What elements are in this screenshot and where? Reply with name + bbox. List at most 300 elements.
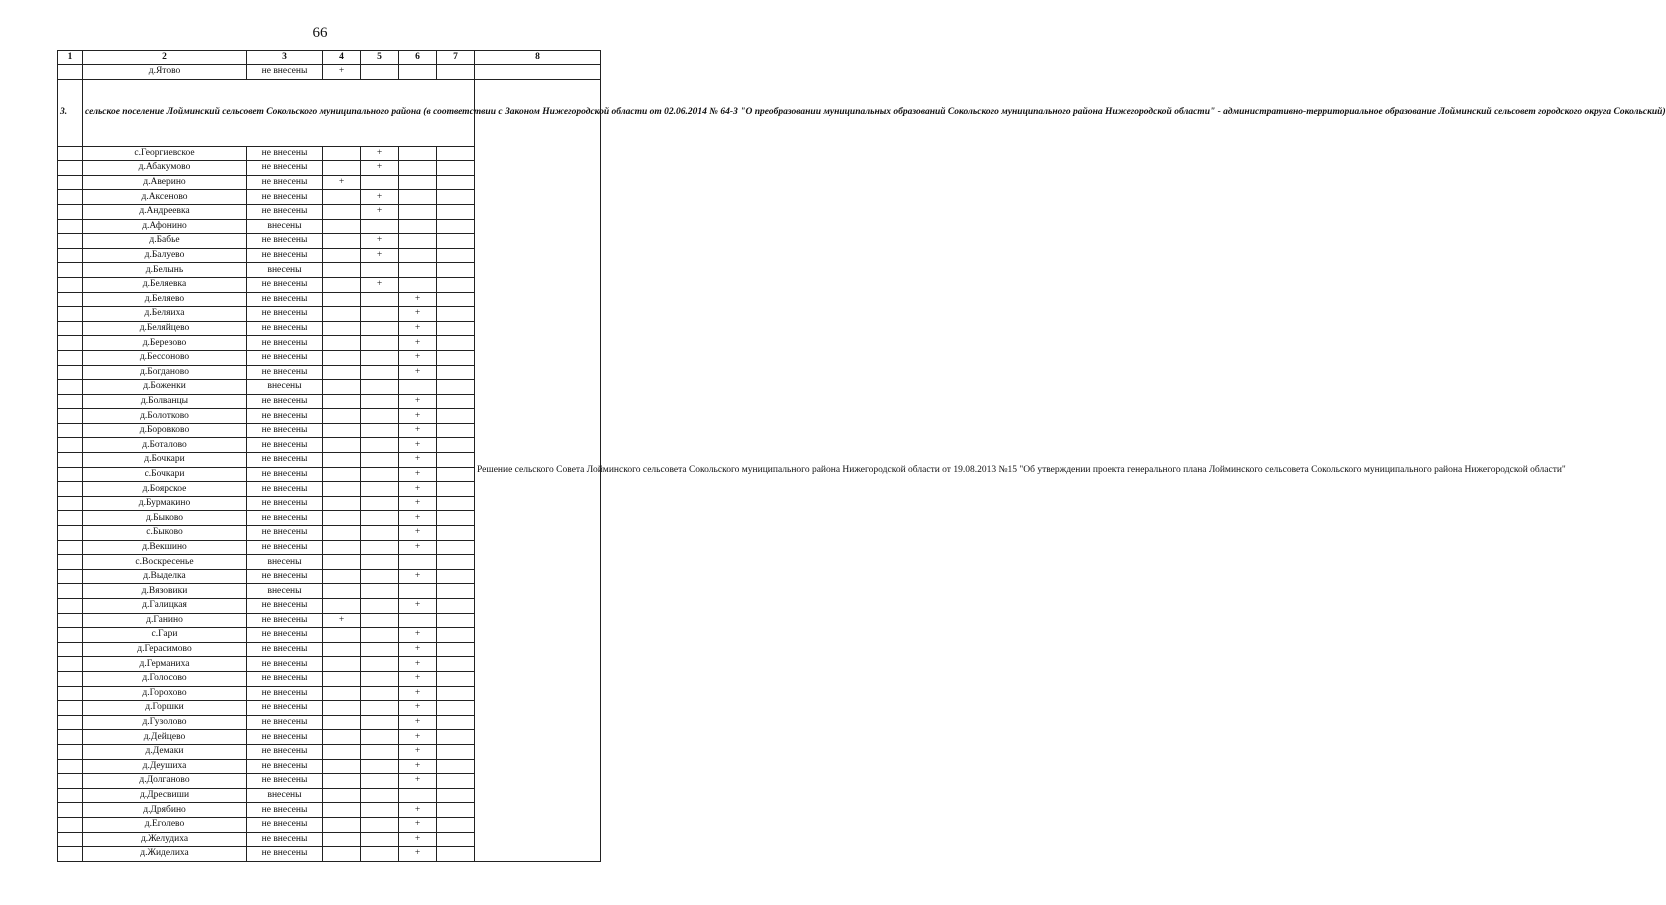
mark-col-7 <box>437 190 475 205</box>
mark-col-7 <box>437 365 475 380</box>
mark-col-5 <box>361 336 399 351</box>
settlement-status: не внесены <box>247 438 323 453</box>
settlement-status: внесены <box>247 584 323 599</box>
row-number-cell <box>58 555 83 570</box>
settlement-name: д.Ятово <box>83 65 247 80</box>
mark-col-7 <box>437 321 475 336</box>
settlement-status: не внесены <box>247 803 323 818</box>
mark-col-4 <box>323 642 361 657</box>
mark-col-7 <box>437 613 475 628</box>
mark-col-7 <box>437 759 475 774</box>
row-number-cell <box>58 423 83 438</box>
row-number-cell <box>58 438 83 453</box>
mark-col-5: + <box>361 146 399 161</box>
mark-col-6: + <box>399 817 437 832</box>
settlement-status: не внесены <box>247 394 323 409</box>
row-number-cell <box>58 540 83 555</box>
settlement-status: не внесены <box>247 657 323 672</box>
mark-col-7 <box>437 307 475 322</box>
mark-col-5 <box>361 482 399 497</box>
mark-col-5: + <box>361 190 399 205</box>
settlement-name: с.Воскресенье <box>83 555 247 570</box>
settlement-name: д.Дейцево <box>83 730 247 745</box>
settlement-status: не внесены <box>247 204 323 219</box>
mark-col-7 <box>437 730 475 745</box>
mark-col-6: + <box>399 715 437 730</box>
mark-col-4 <box>323 292 361 307</box>
mark-col-7 <box>437 161 475 176</box>
mark-col-5 <box>361 686 399 701</box>
settlement-status: не внесены <box>247 540 323 555</box>
mark-col-6: + <box>399 394 437 409</box>
settlement-status: не внесены <box>247 613 323 628</box>
mark-col-7 <box>437 453 475 468</box>
settlement-name: д.Быково <box>83 511 247 526</box>
mark-col-4 <box>323 161 361 176</box>
row-number-cell <box>58 263 83 278</box>
mark-col-6: + <box>399 511 437 526</box>
mark-col-6: + <box>399 774 437 789</box>
settlement-name: д.Выделка <box>83 569 247 584</box>
settlement-status: не внесены <box>247 715 323 730</box>
settlement-name: д.Богданово <box>83 365 247 380</box>
mark-col-6 <box>399 175 437 190</box>
row-number-cell <box>58 701 83 716</box>
settlement-name: д.Германиха <box>83 657 247 672</box>
mark-col-6: + <box>399 686 437 701</box>
settlement-name: д.Афонино <box>83 219 247 234</box>
settlement-name: д.Бессоново <box>83 350 247 365</box>
note-cell <box>475 65 601 80</box>
settlement-name: д.Еголево <box>83 817 247 832</box>
mark-col-7 <box>437 496 475 511</box>
mark-col-6: + <box>399 526 437 541</box>
mark-col-7 <box>437 292 475 307</box>
mark-col-4 <box>323 832 361 847</box>
mark-col-5 <box>361 307 399 322</box>
row-number-cell <box>58 190 83 205</box>
mark-col-4 <box>323 774 361 789</box>
mark-col-4 <box>323 380 361 395</box>
mark-col-6 <box>399 788 437 803</box>
page-number: 66 <box>312 25 328 41</box>
settlement-status: не внесены <box>247 175 323 190</box>
mark-col-7 <box>437 628 475 643</box>
mark-col-7 <box>437 350 475 365</box>
mark-col-5 <box>361 409 399 424</box>
mark-col-4 <box>323 234 361 249</box>
settlement-status: не внесены <box>247 701 323 716</box>
settlement-name: д.Абакумово <box>83 161 247 176</box>
settlement-status: не внесены <box>247 409 323 424</box>
mark-col-4 <box>323 526 361 541</box>
row-number-cell <box>58 65 83 80</box>
mark-col-6: + <box>399 482 437 497</box>
row-number-cell <box>58 467 83 482</box>
settlement-name: с.Бочкари <box>83 467 247 482</box>
settlement-status: не внесены <box>247 686 323 701</box>
settlement-status: не внесены <box>247 569 323 584</box>
settlement-status: внесены <box>247 380 323 395</box>
settlement-status: не внесены <box>247 628 323 643</box>
mark-col-6: + <box>399 730 437 745</box>
mark-col-7 <box>437 175 475 190</box>
mark-col-5 <box>361 774 399 789</box>
mark-col-6: + <box>399 657 437 672</box>
mark-col-6 <box>399 555 437 570</box>
mark-col-4 <box>323 715 361 730</box>
mark-col-6: + <box>399 350 437 365</box>
settlements-table <box>57 50 1666 862</box>
mark-col-4 <box>323 759 361 774</box>
mark-col-7 <box>437 701 475 716</box>
mark-col-5 <box>361 540 399 555</box>
settlement-name: д.Горшки <box>83 701 247 716</box>
mark-col-5 <box>361 555 399 570</box>
column-header: 3 <box>247 51 323 65</box>
settlement-name: д.Гузолово <box>83 715 247 730</box>
row-number-cell <box>58 642 83 657</box>
mark-col-5 <box>361 759 399 774</box>
mark-col-4: + <box>323 613 361 628</box>
settlement-status: не внесены <box>247 190 323 205</box>
mark-col-6: + <box>399 467 437 482</box>
column-header: 1 <box>58 51 83 65</box>
mark-col-6: + <box>399 744 437 759</box>
mark-col-7 <box>437 540 475 555</box>
row-number-cell <box>58 671 83 686</box>
mark-col-6: + <box>399 365 437 380</box>
mark-col-4 <box>323 788 361 803</box>
mark-col-6: + <box>399 409 437 424</box>
row-number-cell <box>58 482 83 497</box>
mark-col-4 <box>323 671 361 686</box>
mark-col-4 <box>323 847 361 862</box>
row-number-cell <box>58 511 83 526</box>
settlement-name: д.Долганово <box>83 774 247 789</box>
mark-col-7 <box>437 380 475 395</box>
mark-col-6: + <box>399 803 437 818</box>
settlement-status: не внесены <box>247 161 323 176</box>
settlement-status: не внесены <box>247 730 323 745</box>
settlement-name: д.Герасимово <box>83 642 247 657</box>
mark-col-6: + <box>399 701 437 716</box>
settlement-name: д.Березово <box>83 336 247 351</box>
mark-col-7 <box>437 817 475 832</box>
mark-col-4 <box>323 190 361 205</box>
settlement-status: не внесены <box>247 146 323 161</box>
section-description: сельское поселение Лойминский сельсовет Сокольского муниципального района (в соответствии с Законом Нижегородской области от 02.06.2014 № 64-З "О преобразовании муниципальных образований Сокольского муниципального района Нижегородской области" - административно-территориальное образование Лойминский сельсовет городского округа Сокольский) <box>83 79 475 146</box>
mark-col-4 <box>323 657 361 672</box>
mark-col-4 <box>323 336 361 351</box>
row-number-cell <box>58 569 83 584</box>
mark-col-7 <box>437 526 475 541</box>
settlement-status: не внесены <box>247 336 323 351</box>
mark-col-6: + <box>399 453 437 468</box>
mark-col-4 <box>323 803 361 818</box>
settlement-name: д.Желудиха <box>83 832 247 847</box>
mark-col-6: + <box>399 307 437 322</box>
row-number-cell <box>58 686 83 701</box>
settlement-status: не внесены <box>247 817 323 832</box>
mark-col-4 <box>323 394 361 409</box>
settlement-name: д.Дрябино <box>83 803 247 818</box>
settlement-name: д.Аверино <box>83 175 247 190</box>
settlement-status: не внесены <box>247 65 323 80</box>
settlement-status: не внесены <box>247 847 323 862</box>
mark-col-7 <box>437 599 475 614</box>
table-row <box>58 65 601 80</box>
settlement-name: с.Быково <box>83 526 247 541</box>
settlement-name: д.Аксеново <box>83 190 247 205</box>
mark-col-6 <box>399 161 437 176</box>
mark-col-5 <box>361 350 399 365</box>
mark-col-6 <box>399 190 437 205</box>
settlement-name: д.Бочкари <box>83 453 247 468</box>
settlement-status: не внесены <box>247 321 323 336</box>
mark-col-6 <box>399 248 437 263</box>
mark-col-7 <box>437 219 475 234</box>
settlement-name: д.Беляево <box>83 292 247 307</box>
row-number-cell <box>58 380 83 395</box>
settlement-name: д.Боженки <box>83 380 247 395</box>
mark-col-4 <box>323 555 361 570</box>
mark-col-6: + <box>399 832 437 847</box>
mark-col-5 <box>361 730 399 745</box>
column-header: 5 <box>361 51 399 65</box>
settlement-status: не внесены <box>247 496 323 511</box>
mark-col-4 <box>323 540 361 555</box>
mark-col-6: + <box>399 321 437 336</box>
mark-col-4 <box>323 409 361 424</box>
settlement-name: д.Боровково <box>83 423 247 438</box>
mark-col-7 <box>437 832 475 847</box>
row-number-cell <box>58 817 83 832</box>
settlement-status: не внесены <box>247 350 323 365</box>
settlement-status: не внесены <box>247 423 323 438</box>
row-number-cell <box>58 453 83 468</box>
mark-col-6: + <box>399 642 437 657</box>
mark-col-7 <box>437 642 475 657</box>
mark-col-7 <box>437 467 475 482</box>
settlement-name: д.Горохово <box>83 686 247 701</box>
mark-col-6: + <box>399 628 437 643</box>
column-header: 2 <box>83 51 247 65</box>
mark-col-7 <box>437 336 475 351</box>
settlement-status: не внесены <box>247 467 323 482</box>
row-number-cell <box>58 365 83 380</box>
row-number-cell <box>58 628 83 643</box>
mark-col-4 <box>323 569 361 584</box>
mark-col-5 <box>361 219 399 234</box>
row-number-cell <box>58 219 83 234</box>
settlement-status: внесены <box>247 788 323 803</box>
mark-col-4: + <box>323 65 361 80</box>
settlement-name: д.Боярское <box>83 482 247 497</box>
mark-col-5 <box>361 803 399 818</box>
settlement-name: д.Беляевка <box>83 277 247 292</box>
settlement-status: внесены <box>247 263 323 278</box>
mark-col-5: + <box>361 277 399 292</box>
mark-col-7 <box>437 409 475 424</box>
mark-col-5 <box>361 511 399 526</box>
settlement-status: не внесены <box>247 526 323 541</box>
mark-col-7 <box>437 657 475 672</box>
row-number-cell <box>58 146 83 161</box>
row-number-cell <box>58 321 83 336</box>
mark-col-6: + <box>399 540 437 555</box>
mark-col-7 <box>437 234 475 249</box>
mark-col-6 <box>399 584 437 599</box>
mark-col-6 <box>399 263 437 278</box>
settlement-status: не внесены <box>247 759 323 774</box>
row-number-cell <box>58 292 83 307</box>
mark-col-6: + <box>399 671 437 686</box>
mark-col-4 <box>323 350 361 365</box>
mark-col-5 <box>361 744 399 759</box>
mark-col-5 <box>361 715 399 730</box>
settlement-status: не внесены <box>247 307 323 322</box>
mark-col-6: + <box>399 599 437 614</box>
settlement-name: д.Болотково <box>83 409 247 424</box>
row-number-cell <box>58 847 83 862</box>
settlement-status: не внесены <box>247 277 323 292</box>
mark-col-5 <box>361 394 399 409</box>
mark-col-4 <box>323 307 361 322</box>
row-number-cell <box>58 832 83 847</box>
row-number-cell <box>58 759 83 774</box>
mark-col-7 <box>437 584 475 599</box>
settlement-name: д.Дресвиши <box>83 788 247 803</box>
mark-col-7 <box>437 555 475 570</box>
mark-col-4 <box>323 628 361 643</box>
row-number-cell <box>58 526 83 541</box>
row-number-cell <box>58 234 83 249</box>
mark-col-5 <box>361 526 399 541</box>
settlement-status: не внесены <box>247 292 323 307</box>
row-number-cell <box>58 248 83 263</box>
mark-col-5 <box>361 657 399 672</box>
row-number-cell <box>58 774 83 789</box>
settlement-name: д.Векшино <box>83 540 247 555</box>
settlement-status: не внесены <box>247 482 323 497</box>
mark-col-6: + <box>399 438 437 453</box>
settlement-status: не внесены <box>247 671 323 686</box>
row-number-cell <box>58 175 83 190</box>
mark-col-5: + <box>361 248 399 263</box>
mark-col-5 <box>361 701 399 716</box>
mark-col-7 <box>437 394 475 409</box>
mark-col-5 <box>361 467 399 482</box>
mark-col-7 <box>437 671 475 686</box>
mark-col-4 <box>323 686 361 701</box>
mark-col-7 <box>437 248 475 263</box>
mark-col-5 <box>361 671 399 686</box>
settlement-name: д.Беляйцево <box>83 321 247 336</box>
row-number-cell <box>58 715 83 730</box>
mark-col-5: + <box>361 204 399 219</box>
mark-col-6 <box>399 277 437 292</box>
mark-col-5 <box>361 628 399 643</box>
mark-col-5 <box>361 847 399 862</box>
settlement-name: д.Жиделиха <box>83 847 247 862</box>
mark-col-4 <box>323 730 361 745</box>
mark-col-7 <box>437 423 475 438</box>
mark-col-6 <box>399 204 437 219</box>
mark-col-4 <box>323 482 361 497</box>
section-number: 3. <box>58 79 83 146</box>
mark-col-4 <box>323 219 361 234</box>
mark-col-5: + <box>361 161 399 176</box>
settlement-status: не внесены <box>247 453 323 468</box>
settlement-name: д.Болванцы <box>83 394 247 409</box>
mark-col-6 <box>399 234 437 249</box>
mark-col-5 <box>361 496 399 511</box>
mark-col-4 <box>323 584 361 599</box>
mark-col-7 <box>437 146 475 161</box>
mark-col-5: + <box>361 234 399 249</box>
mark-col-5 <box>361 584 399 599</box>
settlement-name: д.Андреевка <box>83 204 247 219</box>
mark-col-4 <box>323 146 361 161</box>
mark-col-4 <box>323 321 361 336</box>
settlement-name: д.Боталово <box>83 438 247 453</box>
mark-col-5 <box>361 292 399 307</box>
settlement-status: не внесены <box>247 365 323 380</box>
mark-col-6 <box>399 65 437 80</box>
row-number-cell <box>58 277 83 292</box>
settlement-status: не внесены <box>247 642 323 657</box>
mark-col-4 <box>323 453 361 468</box>
mark-col-6 <box>399 219 437 234</box>
settlement-status: не внесены <box>247 774 323 789</box>
settlement-name: д.Бабье <box>83 234 247 249</box>
row-number-cell <box>58 496 83 511</box>
settlement-name: д.Голосово <box>83 671 247 686</box>
row-number-cell <box>58 657 83 672</box>
row-number-cell <box>58 409 83 424</box>
mark-col-6: + <box>399 292 437 307</box>
mark-col-5 <box>361 175 399 190</box>
mark-col-5 <box>361 569 399 584</box>
section-note: Решение сельского Совета Лойминского сельсовета Сокольского муниципального района Нижегородской области от 19.08.2013 №15 "Об утверждении проекта генерального плана Лойминского сельсовета Сокольского муниципального района Нижегородской области" <box>475 79 601 861</box>
row-number-cell <box>58 788 83 803</box>
mark-col-4 <box>323 496 361 511</box>
mark-col-7 <box>437 847 475 862</box>
mark-col-7 <box>437 774 475 789</box>
settlement-status: не внесены <box>247 744 323 759</box>
mark-col-5 <box>361 788 399 803</box>
settlement-name: с.Гари <box>83 628 247 643</box>
settlement-status: внесены <box>247 219 323 234</box>
row-number-cell <box>58 730 83 745</box>
mark-col-5 <box>361 453 399 468</box>
row-number-cell <box>58 584 83 599</box>
mark-col-5 <box>361 65 399 80</box>
mark-col-4 <box>323 817 361 832</box>
row-number-cell <box>58 161 83 176</box>
mark-col-4 <box>323 423 361 438</box>
mark-col-4 <box>323 263 361 278</box>
mark-col-4 <box>323 438 361 453</box>
mark-col-7 <box>437 511 475 526</box>
mark-col-7 <box>437 788 475 803</box>
row-number-cell <box>58 599 83 614</box>
row-number-cell <box>58 803 83 818</box>
row-number-cell <box>58 307 83 322</box>
column-header: 7 <box>437 51 475 65</box>
mark-col-6: + <box>399 496 437 511</box>
